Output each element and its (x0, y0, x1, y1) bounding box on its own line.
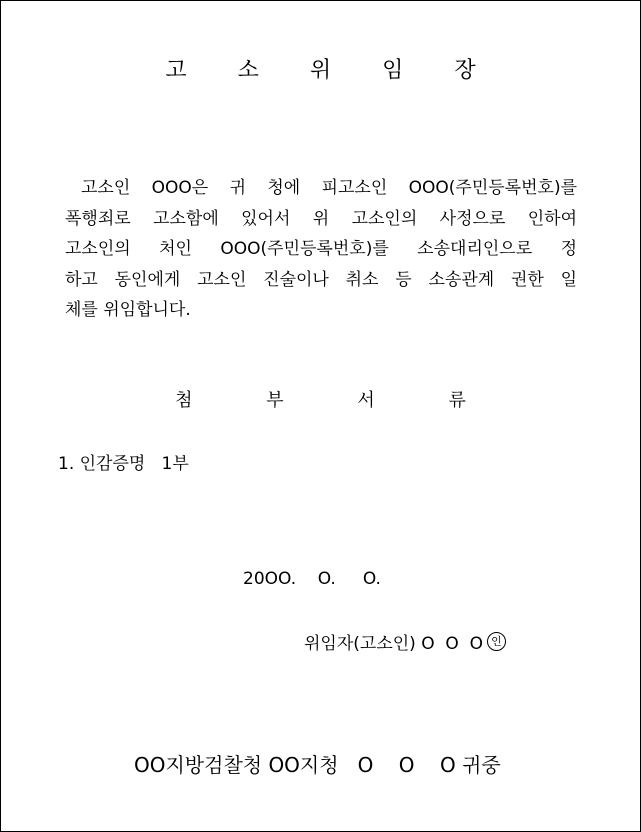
body-line-2: 폭행죄로 고소함에 있어서 위 고소인의 사정으로 인하여 (65, 208, 577, 229)
body-line-5: 체를 위임합니다. (65, 300, 191, 320)
body-line-4: 하고 동인에게 고소인 진술이나 취소 등 소송관계 권한 일 (65, 269, 577, 290)
attachment-item: 1. 인감증명 1부 (58, 454, 189, 474)
delegator-line (304, 629, 506, 654)
document-title: 고 소 위 임 장 (165, 58, 498, 83)
recipient-line: OO지방검찰청 OO지청 O O O 귀중 (134, 753, 501, 777)
delegator-label: 위임자(고소인) O O O (304, 634, 483, 654)
body-line-1: 고소인 OOO은 귀 청에 피고소인 OOO(주민등록번호)를 (81, 178, 577, 198)
document-body (65, 173, 577, 326)
attachments-heading: 첨 부 서 류 (175, 390, 500, 411)
document-date: 20OO. O. O. (243, 569, 381, 589)
seal-mark: 인 (487, 632, 506, 651)
body-line-3: 고소인의 처인 OOO(주민등록번호)를 소송대리인으로 정 (65, 239, 577, 259)
